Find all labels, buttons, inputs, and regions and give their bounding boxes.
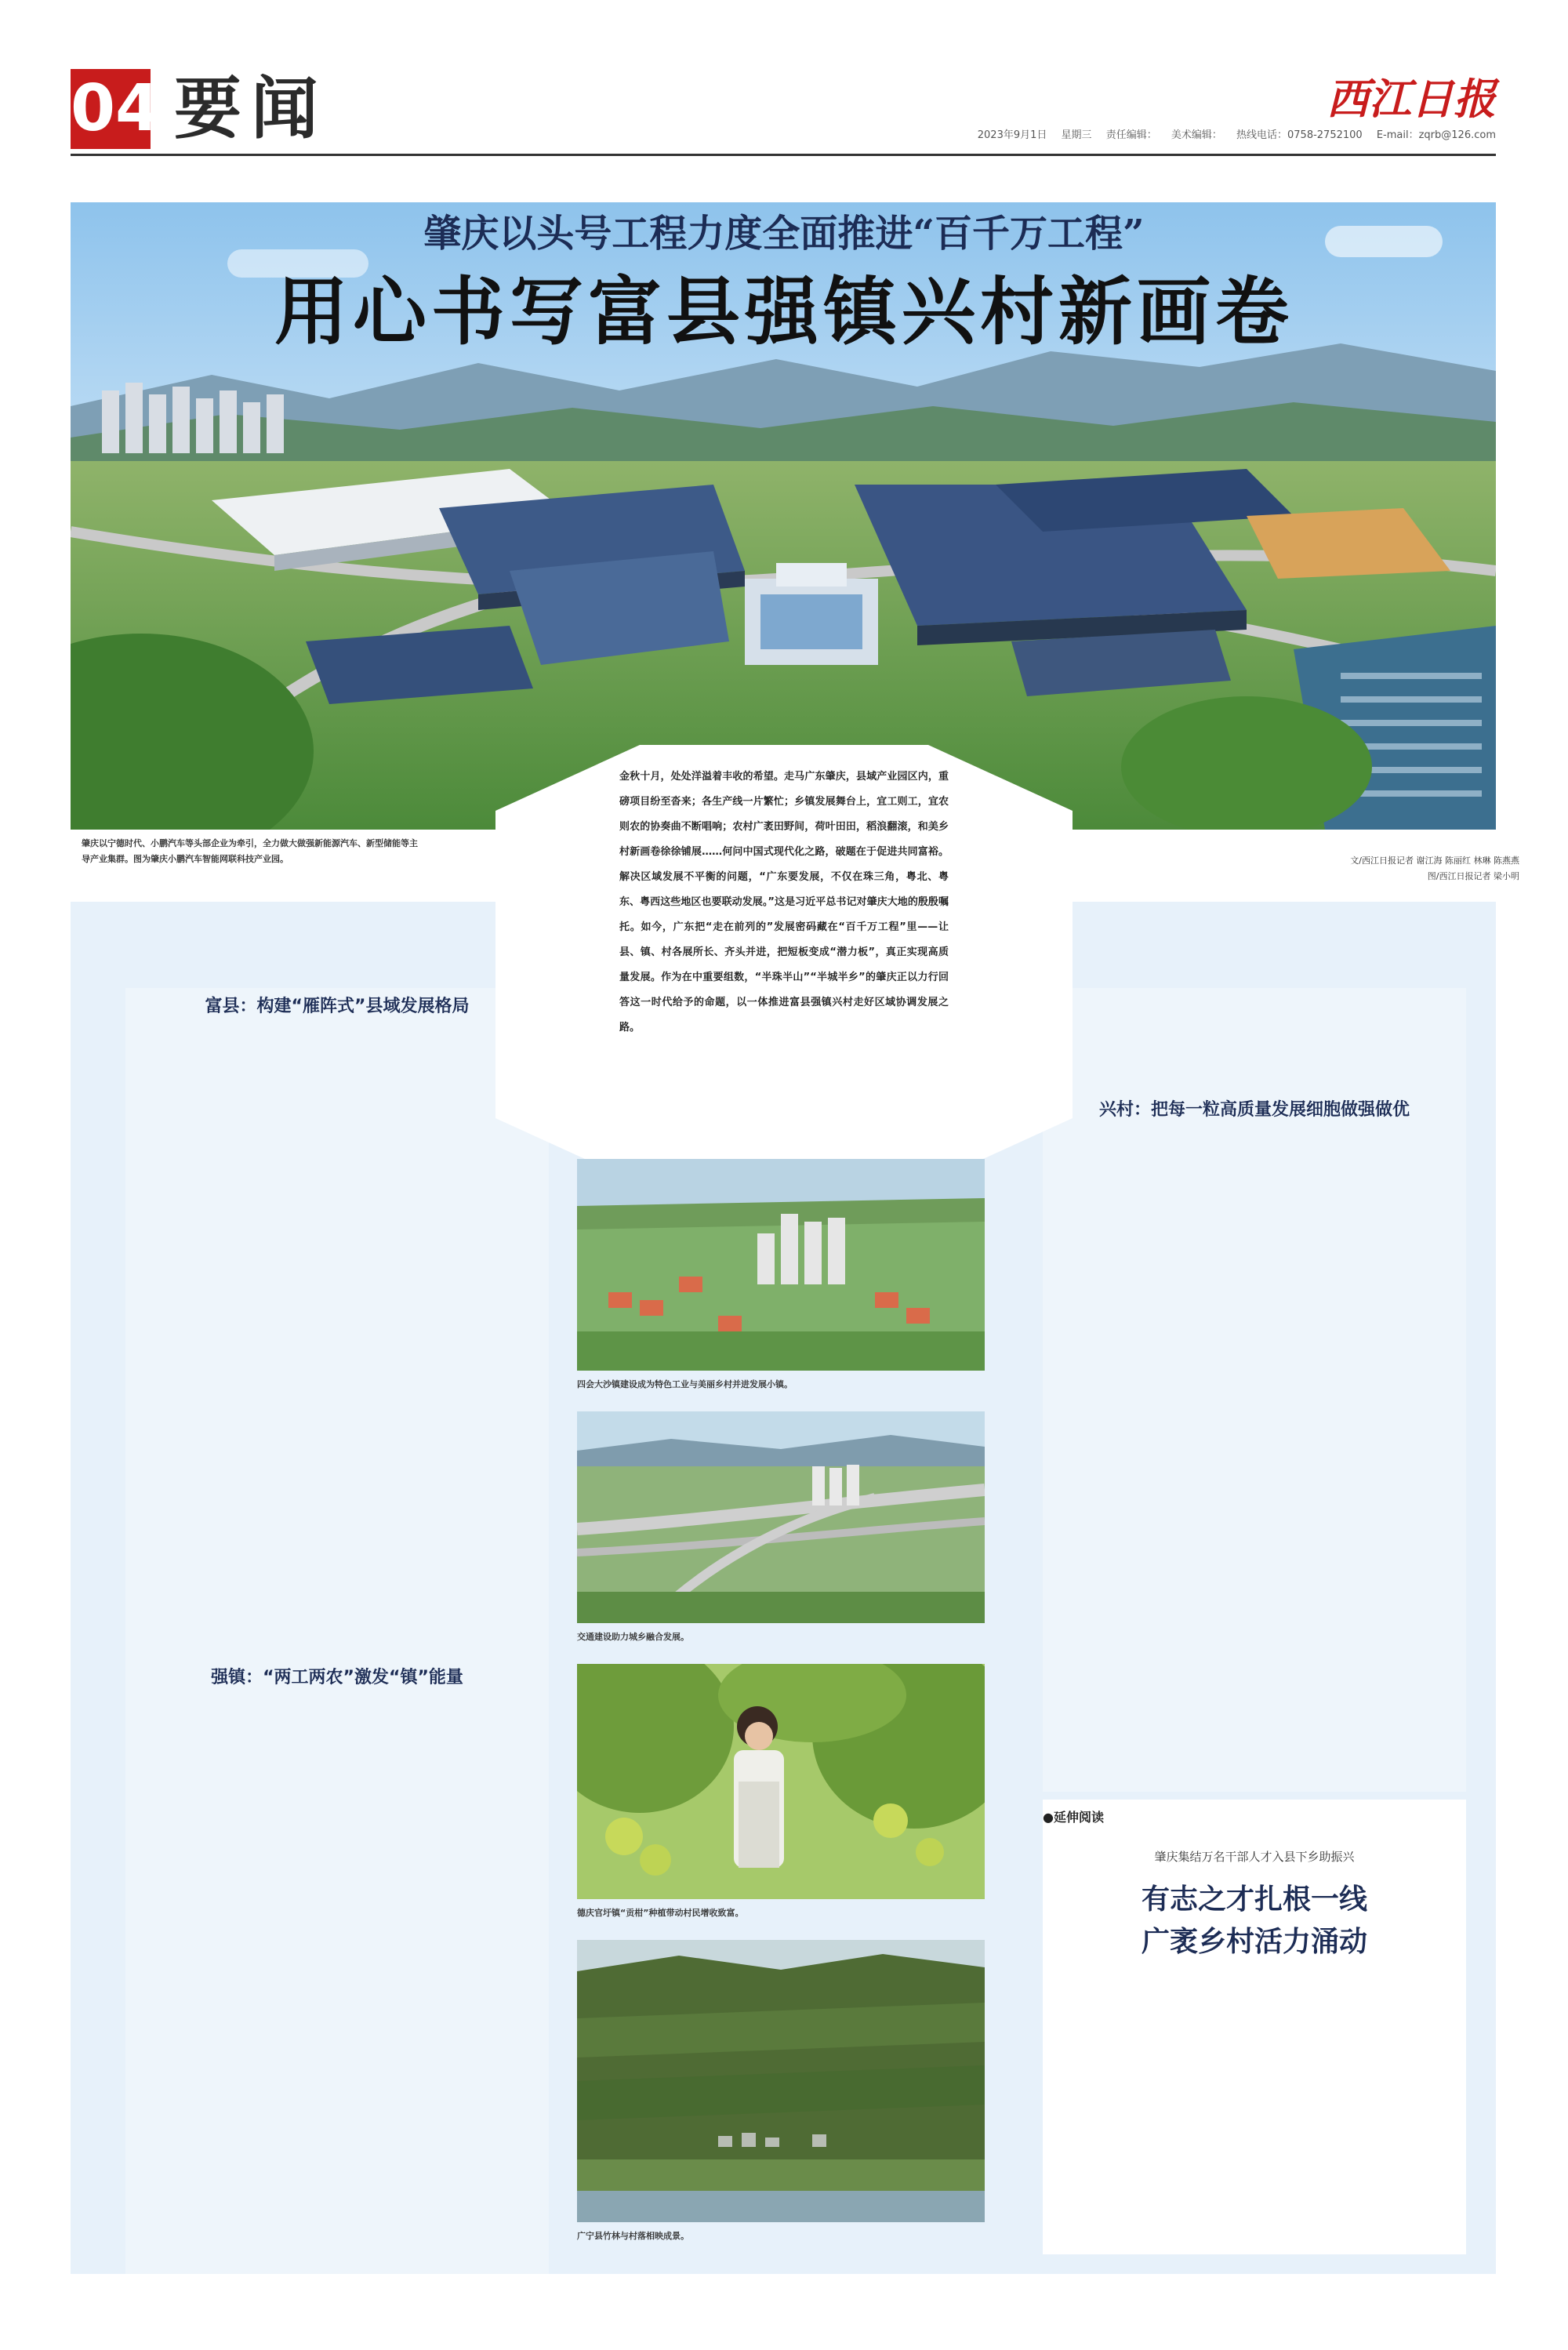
pub-date: 2023年9月1日 <box>977 129 1047 141</box>
article-headline: 用心书写富县强镇兴村新画卷 <box>274 269 1294 355</box>
newspaper-masthead: 西江日报 <box>1327 74 1496 124</box>
photo-highway-aerial <box>577 1411 985 1623</box>
bullet-icon: ● <box>1043 1810 1054 1825</box>
section-heading-county: 富县：构建“雁阵式”县域发展格局 <box>205 997 470 1016</box>
photo-caption-3: 德庆官圩镇“贡柑”种植带动村民增收致富。 <box>577 1908 744 1918</box>
photo-bamboo-village <box>577 1940 985 2222</box>
right-body-text-top <box>1055 994 1454 1096</box>
photo-town-aerial <box>577 1159 985 1371</box>
lead-paragraph: 金秋十月，处处洋溢着丰收的希望。走马广东肇庆，县域产业园区内，重磅项目纷至沓来；各生产线一片繁忙；乡镇发展舞台上，宜工则工，宜农则农的协奏曲不断唱响；农村广袤田野间，荷叶田田，稻浪翻滚，和美乡村新画卷徐徐铺展……何问中国式现代化之路，破题在于促进共同富裕。解决区域发展不平衡的问题，“广东要发展，不仅在珠三角，粤北、粤东、粤西这些地区也要联动发展。”这是习近平总书记对肇庆大地的殷殷嘱托。如今，广东把“走在前列的”发展密码藏在“百千万工程”里——让县、镇、村各展所长、齐头并进，把短板变成“潜力板”，真正实现高质量发展。作为在中重要组数，“半珠半山”“半城半乡”的肇庆正以力行回答这一时代给予的命题，以一体推进富县强镇兴村走好区域协调发展之路。 <box>619 771 949 1033</box>
related-label: ●延伸阅读 <box>1043 1810 1104 1825</box>
photo-orchard-farmer <box>577 1664 985 1899</box>
related-kicker: 肇庆集结万名干部人才入县下乡助振兴 <box>1154 1850 1355 1864</box>
section-heading-town: 强镇：“两工两农”激发“镇”能量 <box>211 1668 463 1687</box>
byline: 文/西江日报记者 谢江海 陈丽红 林琳 陈燕燕 图/西江日报记者 梁小明 <box>1350 855 1519 881</box>
related-headline-1: 有志之才扎根一线 <box>1141 1883 1367 1916</box>
pub-editor: 责任编辑： <box>1105 129 1157 141</box>
county-body-text <box>138 1032 536 1659</box>
article-kicker: 肇庆以头号工程力度全面推进“百千万工程” <box>423 212 1145 256</box>
pub-email: E-mail：zqrb@126.com <box>1376 129 1496 141</box>
town-body-text <box>138 1703 536 2268</box>
village-body-text <box>1055 1135 1454 1778</box>
related-body-text <box>1055 1984 1454 2243</box>
related-headline-2: 广袤乡村活力涌动 <box>1141 1925 1367 1958</box>
header-rule <box>71 154 1496 156</box>
publication-info <box>967 129 1496 143</box>
section-name: 要闻 <box>174 69 328 148</box>
section-number: 04 <box>71 69 151 149</box>
hero-caption: 肇庆以宁德时代、小鹏汽车等头部企业为牵引，全力做大做强新能源汽车、新型储能等主导产业集群。图为肇庆小鹏汽车智能网联科技产业园。 <box>82 838 418 864</box>
photo-caption-1: 四会大沙镇建设成为特色工业与美丽乡村并进发展小镇。 <box>577 1379 793 1389</box>
pub-hotline: 热线电话：0758-2752100 <box>1236 129 1363 141</box>
section-heading-village: 兴村：把每一粒高质量发展细胞做强做优 <box>1098 1100 1410 1120</box>
photo-caption-2: 交通建设助力城乡融合发展。 <box>577 1632 689 1642</box>
pub-weekday: 星期三 <box>1061 129 1092 141</box>
photo-caption-4: 广宁县竹林与村落相映成景。 <box>577 2231 689 2241</box>
pub-art-editor: 美术编辑： <box>1171 129 1222 141</box>
